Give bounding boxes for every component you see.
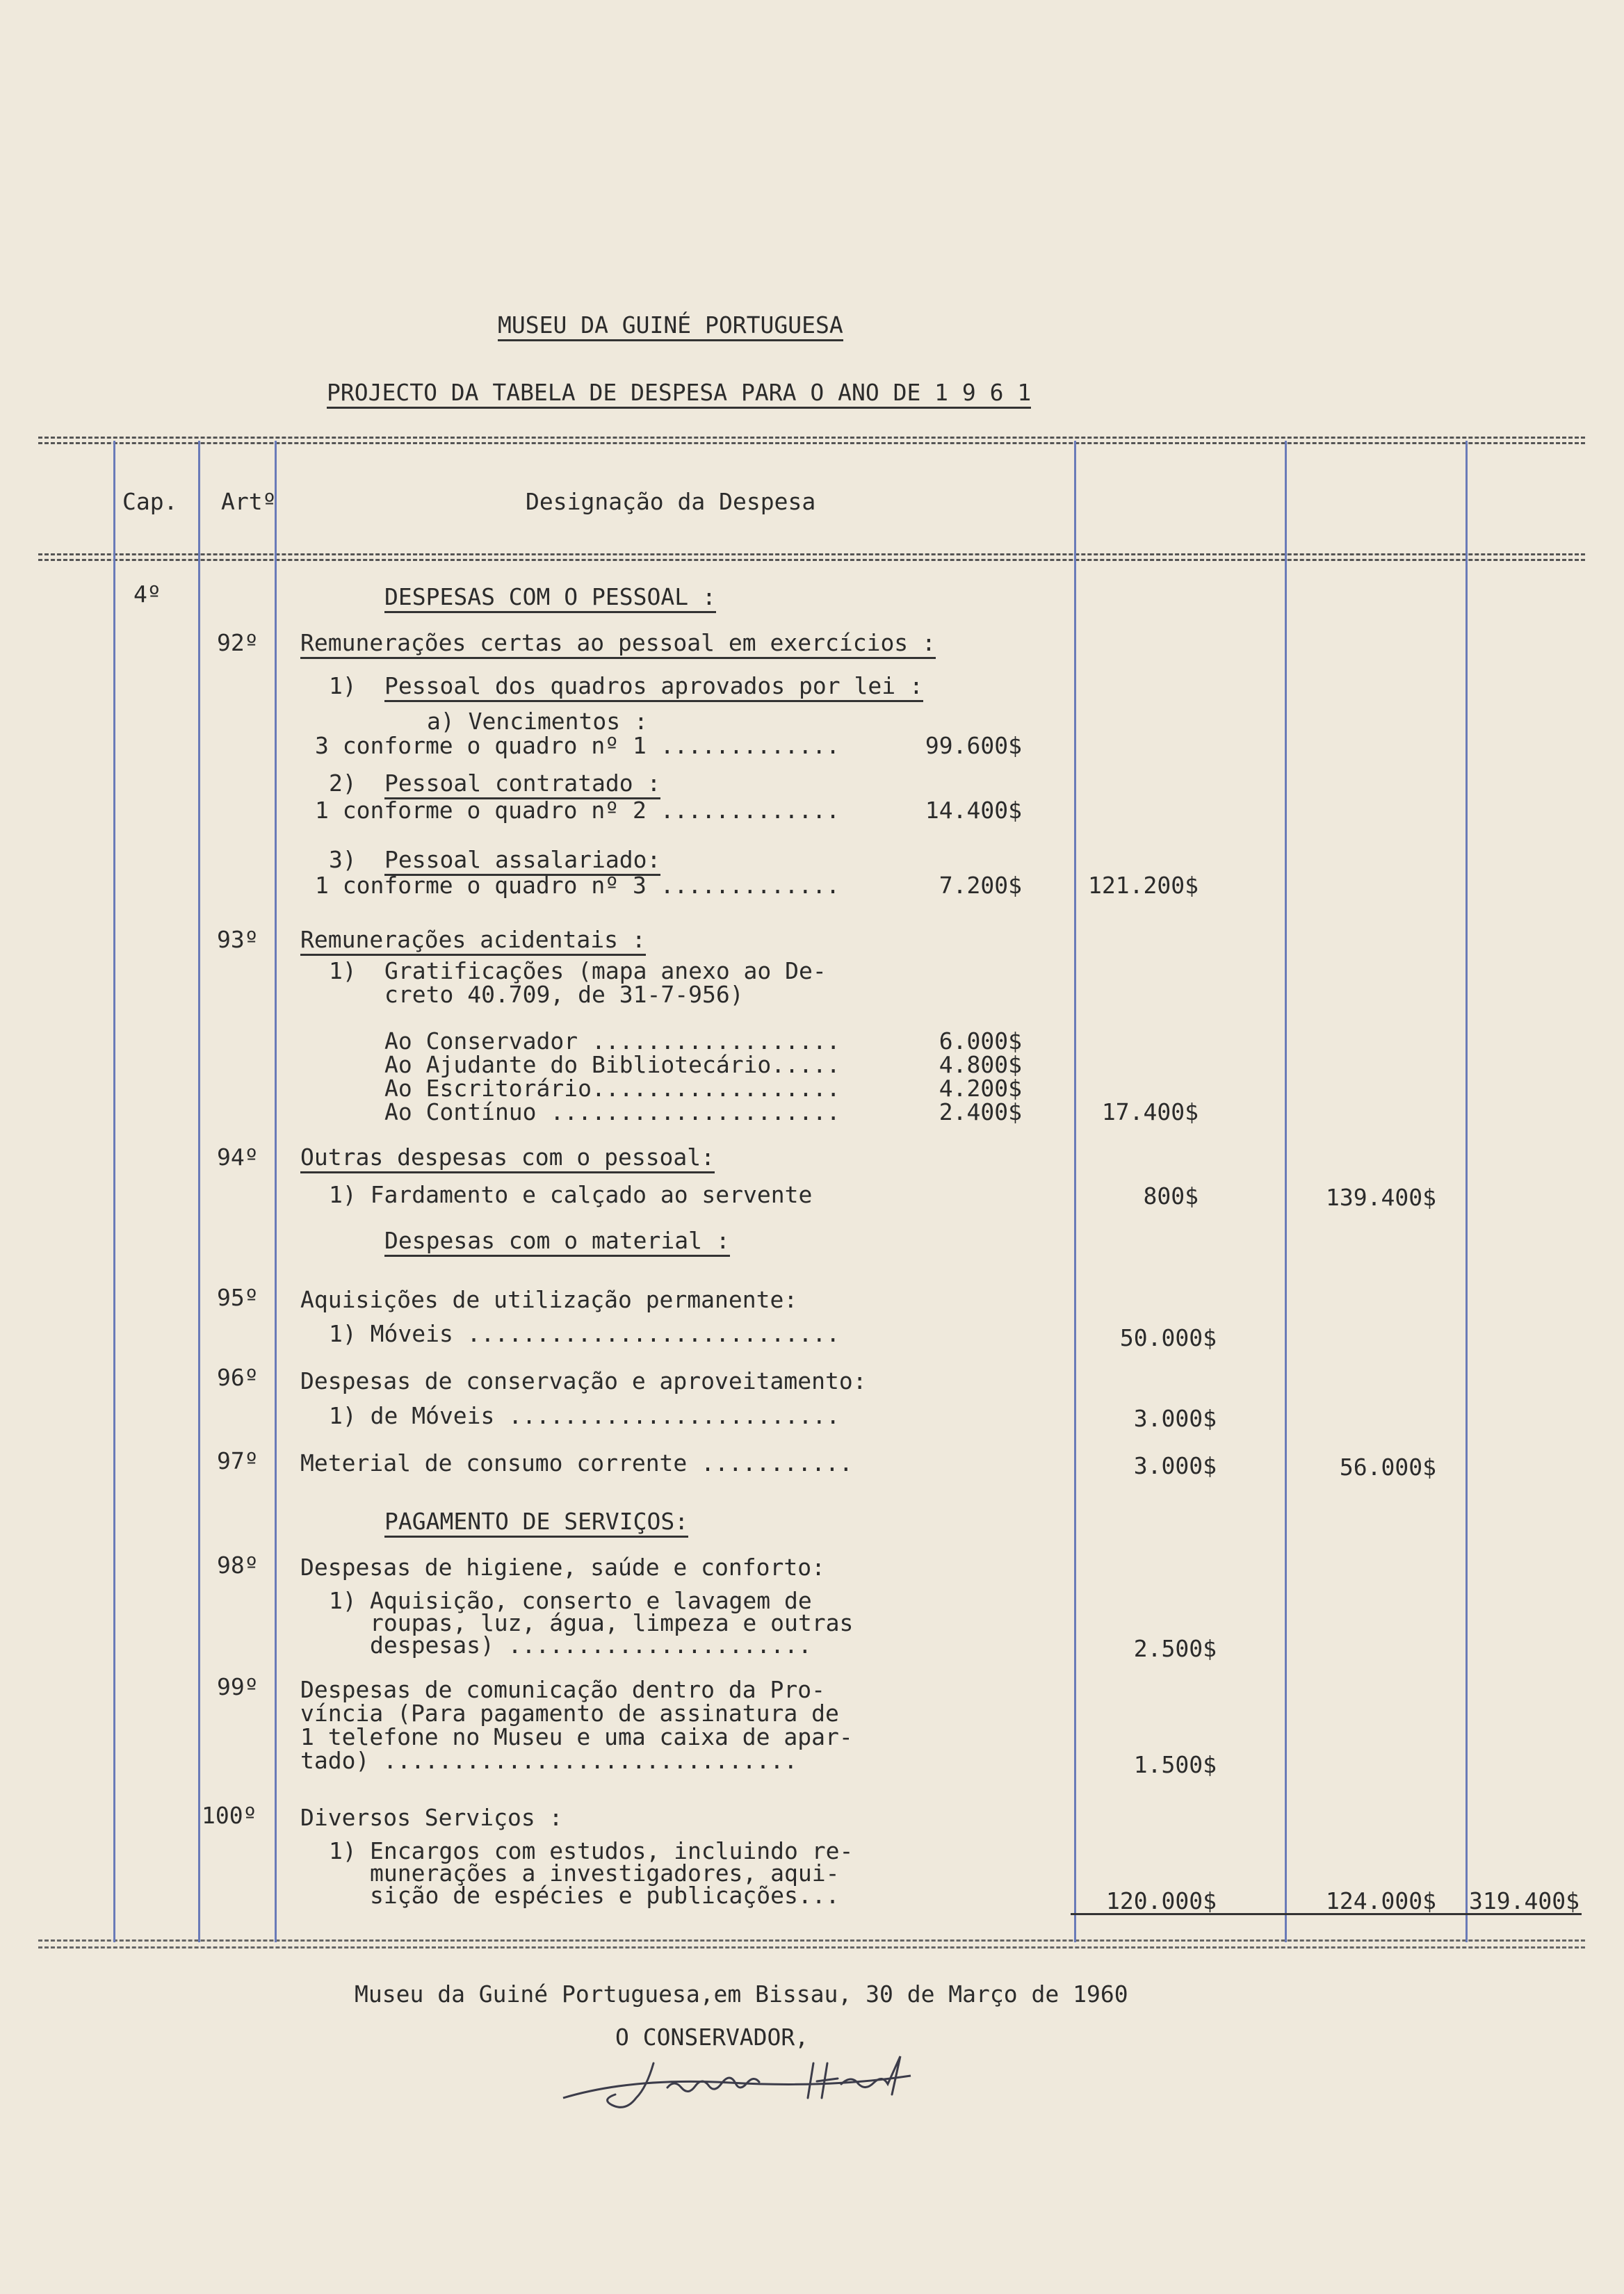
art92-c-label: Pessoal assalariado: <box>384 848 660 876</box>
art98-title: Despesas de higiene, saúde e conforto: <box>300 1554 825 1581</box>
art95-number: 95º <box>217 1284 259 1311</box>
col-header-designation: Designação da Despesa <box>526 488 816 515</box>
art92-b-label: Pessoal contratado : <box>384 772 660 799</box>
art93-sub-num: 1) <box>329 957 357 984</box>
signatory-role: O CONSERVADOR, <box>615 2024 809 2051</box>
art94-amount: 800$ <box>1143 1182 1199 1210</box>
art96-line: 1) de Móveis ........................ <box>329 1402 841 1429</box>
art94-line: 1) Fardamento e calçado ao servente <box>329 1181 813 1208</box>
column-rule-2 <box>198 441 200 1942</box>
art97-number: 97º <box>217 1447 259 1474</box>
column-rule-1 <box>113 441 115 1942</box>
art92-sub1-num: 1) <box>329 672 357 699</box>
art92-c-line: 1 conforme o quadro nº 3 ............. <box>315 872 840 899</box>
section-material: Despesas com o material : <box>384 1229 730 1257</box>
art100-line1: Encargos com estudos, incluindo re- <box>370 1837 854 1864</box>
col-header-art: Artº <box>221 488 277 515</box>
section-servicos: PAGAMENTO DE SERVIÇOS: <box>384 1510 688 1538</box>
art92-b-line: 1 conforme o quadro nº 2 ............. <box>315 797 840 824</box>
servicos-section-total: 124.000$ <box>1326 1887 1436 1914</box>
document-title: MUSEU DA GUINÉ PORTUGUESA <box>498 314 843 341</box>
art99-line4: tado) .............................. <box>300 1747 798 1774</box>
art93-item-4-amount: 2.400$ <box>939 1098 1022 1125</box>
column-rule-5 <box>1285 441 1287 1942</box>
art92-total: 121.200$ <box>1088 872 1199 899</box>
art94-number: 94º <box>217 1144 259 1171</box>
column-rule-3 <box>275 441 277 1942</box>
table-top-rule <box>38 437 1585 439</box>
table-top-rule-2 <box>38 442 1585 444</box>
art96-amount: 3.000$ <box>1133 1405 1217 1432</box>
material-section-total: 56.000$ <box>1339 1454 1436 1481</box>
art93-sub-line1: Gratificações (mapa anexo ao De- <box>384 957 827 984</box>
art96-number: 96º <box>217 1364 259 1391</box>
art92-a-line: 3 conforme o quadro nº 1 ............. <box>315 732 840 759</box>
place-and-date: Museu da Guiné Portuguesa,em Bissau, 30 de Março de 1960 <box>355 1980 1128 2008</box>
totals-underline <box>1071 1913 1582 1915</box>
art92-b-amount: 14.400$ <box>925 797 1022 824</box>
art97-amount: 3.000$ <box>1133 1452 1217 1479</box>
art93-item-4-label: Ao Contínuo ..................... <box>384 1098 841 1125</box>
art95-title: Aquisições de utilização permanente: <box>300 1286 798 1313</box>
art93-item-1-amount: 6.000$ <box>939 1027 1022 1055</box>
art92-c-num: 3) <box>329 846 357 873</box>
grand-total: 319.400$ <box>1469 1887 1580 1914</box>
column-rule-6 <box>1465 441 1468 1942</box>
art100-line3: sição de espécies e publicações... <box>370 1882 840 1909</box>
table-header-rule <box>38 553 1585 555</box>
art92-c-amount: 7.200$ <box>939 872 1022 899</box>
art100-title: Diversos Serviços : <box>300 1804 563 1831</box>
art99-amount: 1.500$ <box>1133 1751 1217 1778</box>
column-rule-4 <box>1074 441 1076 1942</box>
art94-title: Outras despesas com o pessoal: <box>300 1146 715 1173</box>
art92-b-num: 2) <box>329 770 357 797</box>
table-header-rule-2 <box>38 559 1585 561</box>
pessoal-section-total: 139.400$ <box>1326 1184 1436 1211</box>
art93-item-3-label: Ao Escritorário.................. <box>384 1075 841 1102</box>
art98-number: 98º <box>217 1552 259 1579</box>
art92-a-amount: 99.600$ <box>925 732 1022 759</box>
art99-line1: Despesas de comunicação dentro da Pro- <box>300 1676 825 1703</box>
art95-amount: 50.000$ <box>1119 1324 1217 1351</box>
art93-item-2-amount: 4.800$ <box>939 1051 1022 1078</box>
art100-sub-num: 1) <box>329 1837 357 1864</box>
art92-title: Remunerações certas ao pessoal em exercícios : <box>300 631 936 659</box>
art95-line: 1) Móveis ........................... <box>329 1320 841 1347</box>
art92-a-label: a) Vencimentos : <box>427 708 648 735</box>
art98-line3: despesas) ...................... <box>370 1632 812 1659</box>
art93-item-1-label: Ao Conservador .................. <box>384 1027 841 1055</box>
art98-sub-num: 1) <box>329 1587 357 1614</box>
document-subtitle: PROJECTO DA TABELA DE DESPESA PARA O ANO DE 1 9 6 1 <box>327 381 1031 409</box>
col-header-cap: Cap. <box>122 488 178 515</box>
signature <box>549 2049 980 2126</box>
art92-sub1-title: Pessoal dos quadros aprovados por lei : <box>384 674 923 702</box>
art99-number: 99º <box>217 1673 259 1700</box>
art99-line2: víncia (Para pagamento de assinatura de <box>300 1700 839 1727</box>
art97-title: Meterial de consumo corrente ........... <box>300 1449 853 1477</box>
table-bottom-rule-2 <box>38 1946 1585 1949</box>
art98-line2: roupas, luz, água, limpeza e outras <box>370 1609 854 1636</box>
chapter-number: 4º <box>133 580 161 608</box>
art93-sub-line2: creto 40.709, de 31-7-956) <box>384 981 744 1008</box>
art93-item-3-amount: 4.200$ <box>939 1075 1022 1102</box>
art92-number: 92º <box>217 629 259 656</box>
art99-line3: 1 telefone no Museu e uma caixa de apar- <box>300 1723 853 1750</box>
art93-title: Remunerações acidentais : <box>300 928 646 956</box>
art96-title: Despesas de conservação e aproveitamento: <box>300 1367 867 1394</box>
art98-amount: 2.500$ <box>1133 1635 1217 1662</box>
art93-item-2-label: Ao Ajudante do Bibliotecário..... <box>384 1051 841 1078</box>
art98-line1: Aquisição, conserto e lavagem de <box>370 1587 812 1614</box>
table-bottom-rule <box>38 1939 1585 1942</box>
art100-line2: munerações a investigadores, aqui- <box>370 1860 840 1887</box>
section-pessoal: DESPESAS COM O PESSOAL : <box>384 585 716 613</box>
art100-amount: 120.000$ <box>1106 1887 1217 1914</box>
art93-total: 17.400$ <box>1101 1098 1199 1125</box>
art93-number: 93º <box>217 926 259 953</box>
art100-number: 100º <box>202 1802 257 1829</box>
